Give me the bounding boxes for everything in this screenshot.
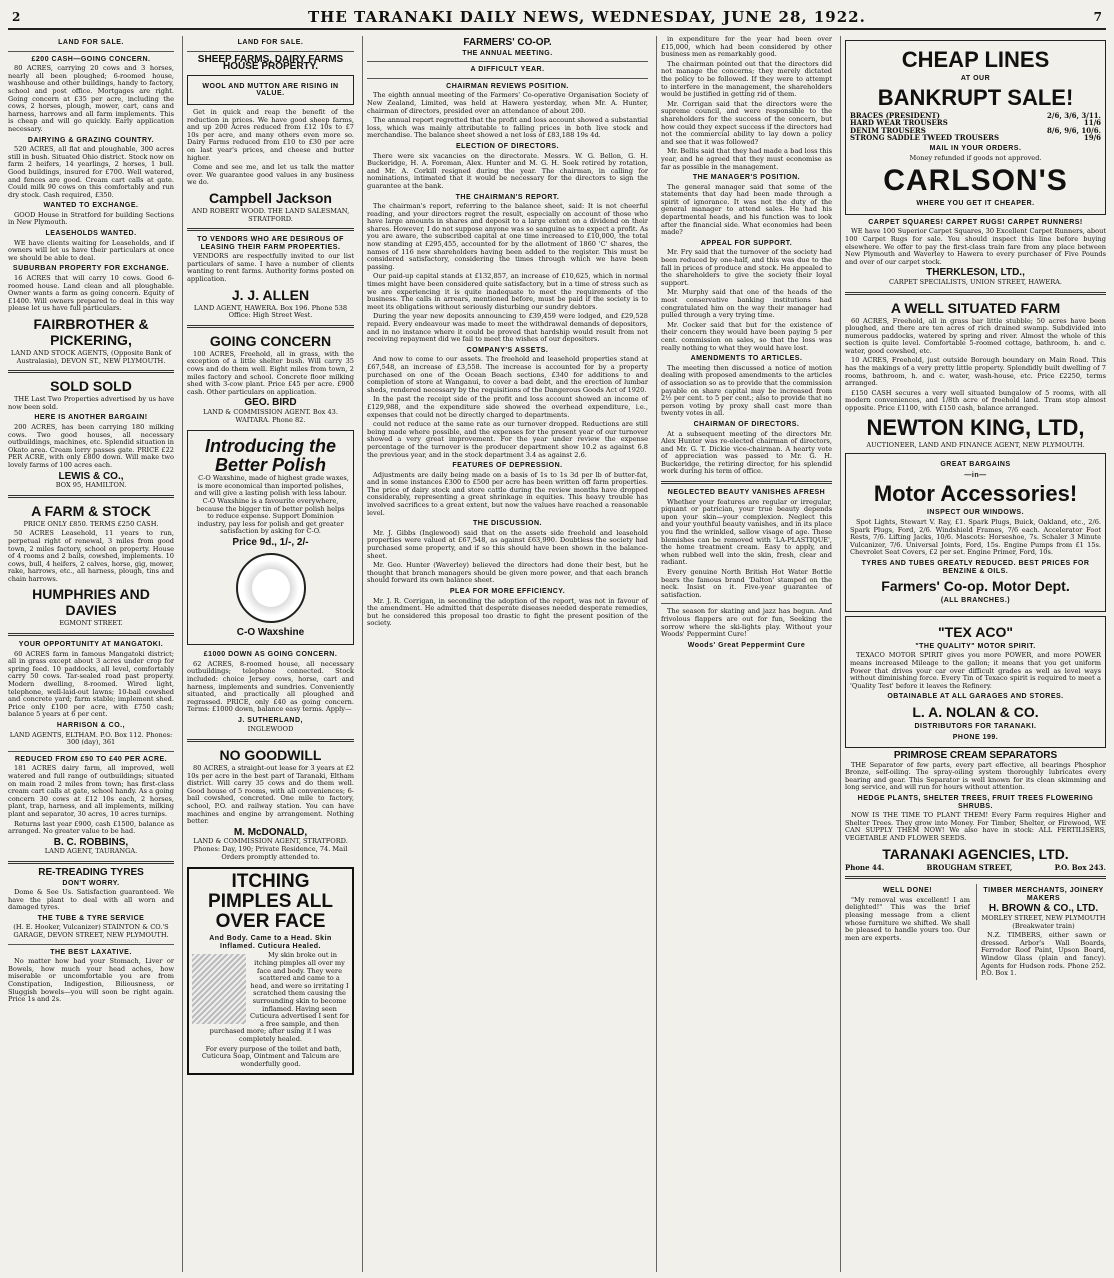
divider: [187, 51, 354, 52]
article-paragraph: The eighth annual meeting of the Farmers' Co-operative Organisation Society of New Zealand, Limited, was held at Hawera yesterday, when Mr. A. Hunter, chairman of directors, presided over an attendance of about 200.: [367, 91, 648, 115]
heading: PRIMROSE CREAM SEPARATORS: [893, 750, 1058, 762]
article-paragraph: Mr. Geo. Hunter (Waverley) believed the directors had done their best, but he thought that branch managers should be given more power, and that each branch should forward its own balance sheet.: [367, 561, 648, 585]
bottom-ads: [845, 884, 1106, 980]
ad-headline: "TEX ACO": [938, 623, 1013, 640]
article-paragraph: At a subsequent meeting of the directors Mr. Alex Hunter was re-elected chairman of directors, and Mr. G. T. Dickie vice-chairman. A hearty vote of appreciation was passed to Mr. G. H. Buckeridge, the retiring director, for his splendid work during his term of office.: [661, 429, 832, 476]
ad-text: THE Last Two Properties advertised by us have now been sold.: [8, 395, 174, 411]
firm-name: J. SUTHERLAND,: [238, 716, 303, 724]
section-heading: ELECTION OF DIRECTORS.: [455, 142, 560, 150]
article-paragraph: And now to come to our assets. The freehold and leasehold properties stand at £67,548, an increase of £3,558. The increase is accounted for by a property purchased on one of the Ocean Beach sections, £340 for additions to and completion of store at Wanganui, to cover a bad debt, and the erection of lumbar sheds, rendered necessary by the requisitions of the Dangerous Goods Act of 1920.: [367, 355, 648, 394]
ad-headline: AT OUR: [960, 75, 991, 82]
article-paragraph: Mr. Corrigan said that the directors were the supreme council, and were responsible to the shareholders for the success of the concern, but how could they expect success if the directors had not the commercial ability to lay down a policy and see that it was followed?: [661, 99, 832, 146]
heading: TIMBER MERCHANTS, JOINERY MAKERS: [983, 887, 1104, 902]
heading: A FARM & STOCK: [31, 502, 151, 519]
column-3: [362, 36, 652, 1272]
divider: [8, 370, 174, 373]
heading: RE-TREADING TYRES: [38, 866, 144, 878]
heading: £200 CASH—GOING CONCERN.: [31, 55, 151, 63]
waxshine-ad: [187, 430, 354, 645]
ad-text: TEXACO MOTOR SPIRIT gives you more POWER, and more POWER means increased Mileage to the gallon; it means that you get uniform Power that drives your car over difficult grades as well as level ways without diminishing force. Every Tin of Texaco spirit is required to meet a 'Quality Test' before it leaves the Refinery.: [850, 651, 1101, 690]
firm-name: Farmers' Co-op. Motor Dept.: [881, 578, 1070, 595]
ad-text: OBTAINABLE AT ALL GARAGES AND STORES.: [887, 693, 1064, 701]
firm-address: MORLEY STREET, NEW PLYMOUTH (Breakwater train): [981, 914, 1106, 930]
article-paragraph: The general manager said that some of the statements that day had been made through a spirit of ignorance. It was not the duty of the general manager to attend sales. He had his departmental heads, and his function was to look after the financial side. What economies had been made?: [661, 182, 832, 237]
boxed-heading: [187, 75, 354, 105]
heading: TO VENDORS WHO ARE DESIROUS OF LEASING THEIR FARM PROPERTIES.: [197, 236, 344, 251]
divider: [661, 481, 832, 484]
section-heading: APPEAL FOR SUPPORT.: [700, 239, 793, 247]
article-paragraph: Mr. Murphy said that one of the heads of the most conservative banking institutions had congratulated him on the way their manager had pulled through a very trying time.: [661, 288, 832, 320]
firm-address: LAND AGENTS, ELTHAM. P.O. Box 112. Phones: 300 (day), 361: [9, 730, 173, 747]
heading: YOUR OPPORTUNITY AT MANGATOKI.: [18, 641, 164, 649]
cuticura-subhead: And Body. Came to a Head. Skin Inflamed. Cuticura Healed.: [209, 935, 332, 950]
divider: [8, 861, 174, 864]
removal-ad: [845, 884, 970, 980]
ad-text: WE have clients waiting for Leaseholds, and if owners will let us have their particulars at once we should be able to deal.: [8, 238, 174, 262]
firm-name: FAIRBROTHER & PICKERING,: [33, 316, 149, 348]
ad-text: 520 ACRES, all flat and ploughable, 300 acres still in bush. Situated Ohio district. Stock now on farm 2 heifers, 14 yearlings, 2 horses, 1 bull. Good buildings, insured for £700. Well watered, and fences are good. Cream cart calls at gate. Could milk 90 cows on this comfortably and run dry stock. Cash required, £350.: [8, 145, 174, 199]
ad-text: 181 ACRES dairy farm, all improved, well watered and full range of outbuildings; situated on main road 2 miles from town; has first-class cream cart calls at gate, school handy. As a going concern 30 cows at £12 10s each, 2 horses, plant, trap, harness, and all implements, milking plant and separator, 30 acres, 10 acres turnips.: [8, 764, 174, 818]
polish-headline: Introducing the Better Polish: [205, 436, 336, 476]
firm-name: HUMPHRIES AND DAVIES: [32, 586, 150, 619]
ad-text: For every purpose of the toilet and bath, Cuticura Soap, Ointment and Talcum are wonderfully good.: [201, 1044, 342, 1068]
ad-text: MAIL IN YOUR ORDERS.: [929, 144, 1022, 152]
ad-text: Get in quick and reap the benefit of the reduction in prices. We have good sheep farms, and up 200 Acres reduced from £12 10s to £7 10s per acre, and many others even more so. Dairy Farms reduced from £10 to £30 per acre on last year's prices, and cheese and butter higher.: [187, 107, 354, 162]
section-heading: COMPANY'S ASSETS.: [466, 346, 549, 354]
ad-text: N.Z. TIMBERS, either sawn or dressed. Arbor's Wall Boards, Ferrodor Roof Paint, Upson Board, Window Glass (plain and fancy). Agents for Hudson rods. Phone 252. P.O. Box 1.: [981, 931, 1106, 978]
heading: NEGLECTED BEAUTY VANISHES AFRESH: [667, 489, 826, 497]
ad-text: NOW IS THE TIME TO PLANT THEM! Every Farm requires Higher and Shelter Trees. They grow into Money. For Timber, Shelter, or Firewood, WE CAN SUPPLY THEM NOW! We also have in stock: ALL FERTILISERS, VEGETABLE AND FLOWER SEEDS.: [845, 811, 1106, 843]
heading: CARPET SQUARES! CARPET RUGS! CARPET RUNNERS!: [868, 218, 1083, 226]
article-paragraph: Adjustments are daily being made on a basis of 1s to 1s 3d per lb of butter-fat, and in some instances £300 to £500 per acre has been written off farm properties. The price of dairy stock and store cattle during the review months have dropped considerably, representing a great shrinkage in equities. This heavy trouble has involved sacrifices to a great extent, but now the values have reached a reasonable level.: [367, 470, 648, 517]
ad-text: 10 ACRES, Freehold, just outside Borough boundary on Main Road. This has the makings of a very pretty little property. Splendidly built dwelling of 7 rooms, bathroom, h. and c. water, wash-house, etc. Price £2250, terms arranged.: [845, 356, 1106, 388]
firm-address: LAND AND STOCK AGENTS, (Opposite Bank of Australasia), DEVON ST., NEW PLYMOUTH.: [10, 349, 172, 365]
firm-address: LAND & COMMISSION AGENT. Box 43. WAITARA. Phone 82.: [203, 408, 338, 424]
heading: DON'T WORRY.: [62, 879, 120, 887]
ad-headline: Motor Accessories!: [873, 481, 1078, 507]
ad-headline: GREAT BARGAINS: [940, 461, 1011, 469]
ad-text: Whether your features are regular or irregular, piquant or patrician, your true beauty depends upon your skin—your complexion. Neglect this and your youthful beauty vanishes, and in its place you find the wrinkled, sallow visage of age. These blemishes can be removed with 'LA-PLASTIQUE', the home treatment cream. Easy to apply, and when rubbed well into the skin, fresh, clear and radiant.: [661, 497, 832, 567]
firm-address: LAND AGENT, TAURANGA.: [44, 847, 138, 856]
portrait-image: [192, 954, 246, 1024]
section-heading: PLEA FOR MORE EFFICIENCY.: [449, 588, 566, 595]
divider: [187, 739, 354, 742]
polish-price: Price 9d., 1/-, 2/-: [232, 536, 309, 548]
ad-text: 62 ACRES, 8-roomed house, all necessary outbuildings; telephone connected. Stock included: choice Jersey cows, horse, cart and harness, implements and sundries. Conveniently situated, and practically all ploughed and regrassed. PRICE, only £40 as going concern. Terms: £1000 down, balance easy terms. Apply—: [187, 659, 354, 714]
firm-phone: Phone 44.: [845, 862, 885, 872]
firm-address: INGLEWOOD: [247, 725, 294, 734]
heading: LAND FOR SALE.: [58, 39, 124, 46]
column-4: [656, 36, 836, 1272]
firm-address: BROUGHAM STREET,: [926, 862, 1013, 872]
ad-text: £150 CASH secures a very well situated bungalow of 5 rooms, with all modern conveniences, and 1/8th acre of freehold land. Tram stop almost opposite. Price £1100, with £150 cash, balance arranged.: [845, 388, 1106, 413]
section-heading: AMENDMENTS TO ARTICLES.: [690, 355, 803, 363]
ad-text: WE have 100 Superior Carpet Squares, 30 Excellent Carpet Runners, about 100 Carpet Rugs for sale. You should inspect this line before buying elsewhere. We offer to pay the first-class train fare from any place between New Plymouth and Waverley to Hawera to every purchaser of Five Pounds and over of our carpet stock.: [845, 227, 1106, 266]
item-price: 19/6: [1083, 133, 1101, 143]
ad-text: Spot Lights, Stewart V. Ray, £1. Spark Plugs, Buick, Oakland, etc., 2/6. Spark Plugs, Ford, 2/6. Windshield Frames, 7/6 each. Accelerator Foot Rests, 7/6. Lifting Jacks, 10/6. Mascots: Horseshoe, 7s. Schaler 3 Minute Vulcanizer, 7/6. Universal Joints, Ford, 15s. Engine Pumps from £1 15s. Chevrolet Seat Covers, £2 per set. Engine Primer, Ford, 10s.: [850, 518, 1101, 557]
firm-address: (ALL BRANCHES.): [940, 597, 1011, 605]
firm-address: BOX 95, HAMILTON.: [55, 481, 127, 490]
section-heading: THE CHAIRMAN'S REPORT.: [455, 193, 560, 201]
firm-name: B. C. ROBBINS,: [53, 836, 129, 848]
article-paragraph: There were six vacancies on the directorate. Messrs. W. G. Bellon, G. H. Buckeridge, H. A. Foreman, Alex. Hunter and M. G. H. Soek retired by rotation, and Mr. A. Corkill resigned during the year. The chairman, in calling for nominations, intimated that it would be necessary for the directors to sign the guarantee at the bank.: [367, 151, 648, 190]
texaco-ad: [845, 616, 1106, 748]
ad-text: 16 ACRES that will carry 10 cows. Good 6-roomed house. Land clean and all ploughable. Owner wants a farm as going concern. Equity of £1400. Will owners prepared to deal in this way please let us have full particulars.: [8, 274, 174, 313]
divider: [8, 944, 174, 945]
article-paragraph: Mr. Cocker said that but for the existence of their concern they would have been paying 5 per cent. commission on sales, so that the loss was really nothing to what they would have lost.: [661, 320, 832, 352]
price-list: [850, 112, 1101, 142]
heading: HEDGE PLANTS, SHELTER TREES, FRUIT TREES FLOWERING SHRUBS.: [857, 795, 1094, 810]
heading: REDUCED FROM £50 TO £40 PER ACRE.: [14, 755, 168, 763]
ad-text: "My removal was excellent! I am delighted!" This was the brief pleasing message from a client whose furniture we shifted. We shall be pleased to handle yours too. Our men are experts.: [845, 895, 970, 942]
ad-subhead: "THE QUALITY" MOTOR SPIRIT.: [915, 642, 1036, 650]
section-heading: THE MANAGER'S POSITION.: [692, 174, 801, 182]
page-number-left: 2: [12, 10, 21, 24]
firm-address: CARPET SPECIALISTS, UNION STREET, HAWERA.: [888, 277, 1063, 286]
firm-contact: [845, 864, 1106, 872]
article-paragraph: Mr. Bellis said that they had made a bad loss this year, and he agreed that they must economise as far as possible in the management.: [661, 147, 832, 171]
divider: [661, 603, 832, 604]
ad-headline: CHEAP LINES: [901, 47, 1050, 72]
column-2: [182, 36, 358, 1272]
ad-text: GOOD House in Stratford for building Sections in New Plymouth.: [8, 210, 174, 227]
ad-headline: BANKRUPT SALE!: [877, 84, 1074, 110]
divider: [8, 495, 174, 498]
motor-accessories-ad: [845, 453, 1106, 612]
divider: [8, 51, 174, 52]
masthead: [8, 4, 1106, 30]
heading: GOING CONCERN: [209, 332, 332, 349]
article-subtitle: THE ANNUAL MEETING.: [462, 49, 553, 57]
heading: WELL DONE!: [882, 887, 933, 895]
ad-subhead: INSPECT OUR WINDOWS.: [926, 509, 1025, 517]
cuticura-headline: ITCHING PIMPLES ALL OVER FACE: [208, 871, 333, 933]
price-row: [850, 134, 1101, 142]
ad-text: 60 ACRES farm in famous Mangatoki district; all in grass except about 3 acres under crop for spring feed. 10 paddocks, all level, comfortably carry 50 cows. Tar-sealed road past property. Modern dwelling, 8-roomed. Wired light, telephone, well-laid-out lawns; 10-bail cowshed and concrete yard; farm stable; implement shed. Price only £100 per acre, with £750 cash; balance 5 years at 6 per cent.: [8, 649, 174, 719]
firm-name: M. McDONALD,: [233, 826, 308, 838]
firm-name: THERKLESON, LTD.,: [926, 267, 1025, 279]
ad-text: 80 ACRES, a straight-out lease for 3 years at £2 10s per acre in the best part of Taranaki, Eltham district. Will carry 35 cows and do them well. Good house of 5 rooms, with all conveniences; 6-bail cowshed, concreted. One mile to factory, school, P.O. and railway station. You can have machines and engine by arrangement. Nothing better.: [187, 764, 354, 826]
article-paragraph: The meeting then discussed a notice of motion dealing with proposed amendments to the articles of association so as to provide that the commission payable on share capital may be increased from 2½ per cent. to 5 per cent.; also to provide that no person voting by proxy shall cast more than twenty votes in all.: [661, 363, 832, 418]
section-heading: THE DISCUSSION.: [473, 520, 542, 528]
carlsons-brand: CARLSON'S: [883, 164, 1068, 198]
article-paragraph: Our paid-up capital stands at £132,857, an increase of £10,625, which in normal times might have been considered quite satisfactory, but in a time of stress such as we are experiencing it is quite inadequate to meet the requirements of the business. The calls in arrears, mentioned before, must be paid if the society is to meet its obligations without seriously disturbing our sundry debtors.: [367, 272, 648, 311]
article-paragraph: The chairman's report, referring to the balance sheet, said: It is not cheerful reading, and your directors regret the result, especially on account of those who have large amounts in shares and deposit to a large extent on a dividend on their shares. However, I do not suppose anyone was so sanguine as to expect a profit. As you are aware, the subscribed capital at one time increased to £10,000, the total now standing at £295,455, accounted for by the allotment of 1860 'C' shares, the names of 116 new shareholders having been added to the register. This must be considered satisfactory, considering the times through which we have been passing.: [367, 202, 648, 271]
heading: WANTED TO EXCHANGE.: [43, 202, 139, 210]
heading: Woods' Great Peppermint Cure: [687, 641, 806, 649]
firm-name: J. J. ALLEN: [231, 286, 310, 303]
carlsons-ad: [845, 40, 1106, 215]
ad-text: Money refunded if goods not approved.: [909, 153, 1042, 162]
ad-text: 200 ACRES, has been carrying 180 milking cows. Two good houses, all necessary outbuildings, machines, etc. Splendid situation in Okato area. Cream lorry passes gate. PRICE £22 PER ACRE, with only £800 down. Will make two lovely farms of 100 acres each.: [8, 422, 174, 469]
ad-text: THE Separator of few parts, every part effective, all bearings Phosphor Bronze, self-oiling. The spray-oiling system thoroughly lubricates every bearing and gear. This Separator is well known for its clean skimming and long service, and will run for hours without attention.: [845, 760, 1106, 792]
cuticura-ad: [187, 867, 354, 1075]
article-paragraph: could not reduce at the same rate as our turnover dropped. Reductions are still being made where possible, and the expenses for the present year of our turnover showed a very great improvement. For the year under review the expense percentage of the turnover is the producer department show 10.2 as against 6.8 the previous year, and in the stock department 3.4 as against 2.6.: [367, 420, 648, 459]
heading: SHEEP FARMS, DAIRY FARMS HOUSE PROPERTY.: [197, 53, 344, 73]
ad-text: My skin broke out in itching pimples all over my face and body. They were scattered and came to a head, and were so irritating I scratched them causing the surrounding skin to become inflamed. Having seen Cuticura advertised I sent for a free sample, and then purchased more; after using it I was completely healed.: [209, 951, 350, 1043]
ad-text: Come and see me, and let us talk the matter over. We guarantee good values in any business we do.: [187, 163, 354, 187]
firm-address: LAND AGENT, HAWERA. Box 196. Phone 538 Office: High Street West.: [193, 303, 348, 320]
article-subtitle: CHAIRMAN REVIEWS POSITION.: [446, 82, 569, 90]
firm-name: NEWTON KING, LTD,: [866, 414, 1085, 440]
item-price: 8/6, 9/6, 10/6.: [1047, 125, 1101, 135]
firm-address: EGMONT STREET.: [59, 619, 123, 628]
article-paragraph: During the year new deposits announcing to £39,459 were lodged, and £29,528 repaid. Every endeavour was made to meet the withdrawal demands of depositors, and in no instance where it could be proved that hardship would result from not receiving repayment did we fail to meet the wishes of our depositors.: [367, 312, 648, 344]
firm-name: H. BROWN & CO., LTD.: [988, 903, 1099, 915]
item-price: 11/6: [1083, 118, 1101, 128]
heading: £1000 DOWN AS GOING CONCERN.: [203, 651, 338, 659]
article-paragraph: Mr. Fry said that the turnover of the society had been reduced by one-half, and this was due to the fall in prices of produce and stock. He appealed to the shareholders to give the society their loyal support.: [661, 248, 832, 287]
ad-text: (H. E. Hooker, Vulcanizer) STAINTON & CO.'S GARAGE, DEVON STREET, NEW PLYMOUTH.: [13, 923, 169, 940]
page-number-right: 7: [1093, 10, 1102, 24]
ad-text: 50 ACRES Leasehold, 11 years to run, perpetual right of renewal, 3 miles from good town, 2 miles factory, school on property. House of 4 rooms and 2 bails, cowshed, implements. 10 cows, bull, 4 heifers, 2 calves, horse, gig, mower, rake, harrows, etc., all harness, plough, tins and chain harrows.: [8, 529, 174, 583]
firm-name: LEWIS & CO.,: [58, 470, 124, 482]
firm-box: P.O. Box 243.: [1054, 862, 1106, 872]
article-paragraph: The annual report regretted that the profit and loss account showed a substantial loss, which was mainly attributable to falling prices in both live stock and merchandise. The balance sheet showed a net loss of £83,188 19s 4d.: [367, 116, 648, 140]
ad-text: 80 ACRES, carrying 20 cows and 3 horses, nearly all been ploughed; 6-roomed house, washhouse and other buildings, handy to factory, school and post office. Mortgages are right. Going concern at £35 per acre, including the cows, 2 horses, plough, mower, cart, cans and harness, harrows and all farm implements. This is cheap and will go quickly. Early application necessary.: [8, 64, 174, 133]
heading: SOLD SOLD: [50, 378, 132, 395]
divider: [187, 228, 354, 231]
ad-text: The season for skating and jazz has begun. And frivolous flappers are out for fun, Seeking the sorrow where the ski-lights play. Without your Woods' Peppermint Cure!: [661, 607, 832, 639]
ad-text: Every genuine North British Hot Water Bottle bears the famous brand 'Dalton' stamped on the neck. Insist on it. Five-year guarantee of satisfaction.: [661, 568, 832, 599]
ad-text: PRICE ONLY £850. TERMS £250 CASH.: [23, 519, 159, 528]
item-label: BRACES (PRESIDENT): [850, 110, 940, 120]
firm-address: LAND & COMMISSION AGENT, STRATFORD. Phones: Day, 190; Private Residence, 74. Mail Orders promptly attended to.: [193, 837, 348, 861]
section-heading: FEATURES OF DEPRESSION.: [452, 462, 563, 470]
divider: [367, 78, 648, 79]
heading: SUBURBAN PROPERTY FOR EXCHANGE.: [12, 265, 170, 273]
column-1: [8, 36, 178, 1272]
polish-tin-icon: [236, 553, 306, 623]
article-paragraph: in expenditure for the year had been over £15,000, which had been considered by other business men as remarkably good.: [661, 36, 832, 59]
ad-text: 100 ACRES, Freehold, all in grass, with the exception of a little shelter bush. Will carry 35 cows and do them well. Eight miles from town, 2 miles factory and school. Concrete floor milking shed with 3-cow plant. Price £45 per acre. £900 cash. Other particulars on application.: [187, 349, 354, 396]
firm-address: AUCTIONEER, LAND AND FINANCE AGENT, NEW PLYMOUTH.: [866, 440, 1085, 449]
ad-tagline: WHERE YOU GET IT CHEAPER.: [916, 200, 1035, 208]
firm-name: GEO. BIRD: [244, 397, 297, 409]
item-label: DENIM TROUSERS: [850, 125, 926, 135]
divider: [8, 751, 174, 752]
article-paragraph: Mr. J. Gibbs (Inglewood) said that on the assets side freehold and leasehold properties were valued at £67,548, as against £63,990. Doubtless the society had purchased some property, and if so this should have been shown in the balance-sheet.: [367, 528, 648, 560]
divider: [845, 876, 1106, 879]
divider: [367, 61, 648, 62]
article-paragraph: The chairman pointed out that the directors did not manage the concerns; they merely dictated the policy to be followed. If they were to attempt to interfere in the management, the shareholders would be justified in getting rid of them.: [661, 59, 832, 99]
firm-name: HARRISON & CO.,: [56, 722, 126, 729]
item-label: HARD WEAR TROUSERS: [850, 118, 948, 128]
heading: A WELL SITUATED FARM: [890, 299, 1061, 316]
divider: [187, 325, 354, 328]
heading: LAND FOR SALE.: [237, 39, 304, 46]
column-5: [840, 36, 1106, 1272]
ad-text: 60 ACRES, Freehold, all in grass bar little stubble; 50 acres have been ploughed, and there are ten acres of rich drained swamp. Subdivided into numerous paddocks, watered by spring and river. Almost the whole of this section is quite level. Comfortable 5-roomed cottage, bathroom, h. and c. water, good cowshed, etc.: [845, 316, 1106, 355]
item-price: 2/6, 3/6, 3/11.: [1047, 110, 1101, 120]
firm-name: L. A. NOLAN & CO.: [912, 703, 1039, 720]
firm-address: AND ROBERT WOOD. THE LAND SALESMAN, STRATFORD.: [191, 206, 350, 223]
firm-phone: PHONE 199.: [952, 733, 999, 741]
divider: [8, 633, 174, 636]
firm-name: Campbell Jackson: [209, 189, 332, 206]
newspaper-title: THE TARANAKI DAILY NEWS, WEDNESDAY, JUNE 28, 1922.: [308, 8, 866, 26]
article-subtitle: A DIFFICULT YEAR.: [470, 66, 545, 74]
firm-address: DISTRIBUTORS FOR TARANAKI.: [914, 722, 1037, 730]
timber-ad: [976, 884, 1106, 980]
ad-text: No matter how bad your Stomach, Liver or Bowels, how much your head aches, how miserable or uncomfortable you are from Constipation, Indigestion, Biliousness, or Sluggish bowels—you will soon be right again. Price 1s and 2s.: [8, 957, 174, 1004]
ad-text: Returns last year £900, cash £1500, balance as arranged. No greater value to be had.: [8, 819, 174, 836]
heading: HERE IS ANOTHER BARGAIN!: [34, 414, 148, 422]
ad-text: Dome & See Us. Satisfaction guaranteed. We have the plant to deal with all worn and damaged tyres.: [8, 888, 174, 912]
heading: LEASEHOLDS WANTED.: [45, 230, 137, 238]
article-paragraph: In the past the receipt side of the profit and loss account showed an income of £129,988, and the expenditure side showed the overhead expenditure, i.e., expenses that could not be directly charged to departments.: [367, 395, 648, 419]
heading: WOOL AND MUTTON ARE RISING IN VALUE.: [202, 82, 339, 98]
heading: THE BEST LAXATIVE.: [50, 948, 132, 956]
ad-text: TYRES AND TUBES GREATLY REDUCED. BEST PRICES FOR BENZINE & OILS.: [861, 559, 1090, 575]
ad-text: C-O Waxshine, made of highest grade waxes, is more economical than imported polishes, and will give a lasting polish with less labour. C-O Waxshine is a favourite everywhere, because the bigger tin of better polish helps to reduce expense. Support Dominion industry, pay less for polish and get greater satisfaction by asking for C-O.: [194, 474, 349, 536]
heading: NO GOODWILL: [219, 747, 322, 764]
ad-headline: —in—: [964, 471, 987, 479]
polish-brand: C-O Waxshine: [236, 626, 305, 638]
heading: THE TUBE & TYRE SERVICE: [37, 914, 145, 922]
section-heading: CHAIRMAN OF DIRECTORS.: [693, 420, 800, 428]
item-label: STRONG SADDLE TWEED TROUSERS: [850, 133, 1000, 143]
article-paragraph: Mr. J. R. Corrigan, in seconding the adoption of the report, was not in favour of the amendment. He admitted that desperate diseases needed desperate remedies, but he considered this proposal too drastic to fight the present position of the society.: [367, 596, 648, 628]
firm-name: TARANAKI AGENCIES, LTD.: [882, 845, 1069, 862]
divider: [845, 292, 1106, 295]
heading: DAIRYING & GRAZING COUNTRY.: [27, 136, 155, 144]
article-title: FARMERS' CO-OP.: [463, 37, 552, 48]
ad-text: VENDORS are respectfully invited to our list particulars of same. I have a number of clients wanting to rent farms. Authority forms posted on application.: [187, 252, 354, 284]
